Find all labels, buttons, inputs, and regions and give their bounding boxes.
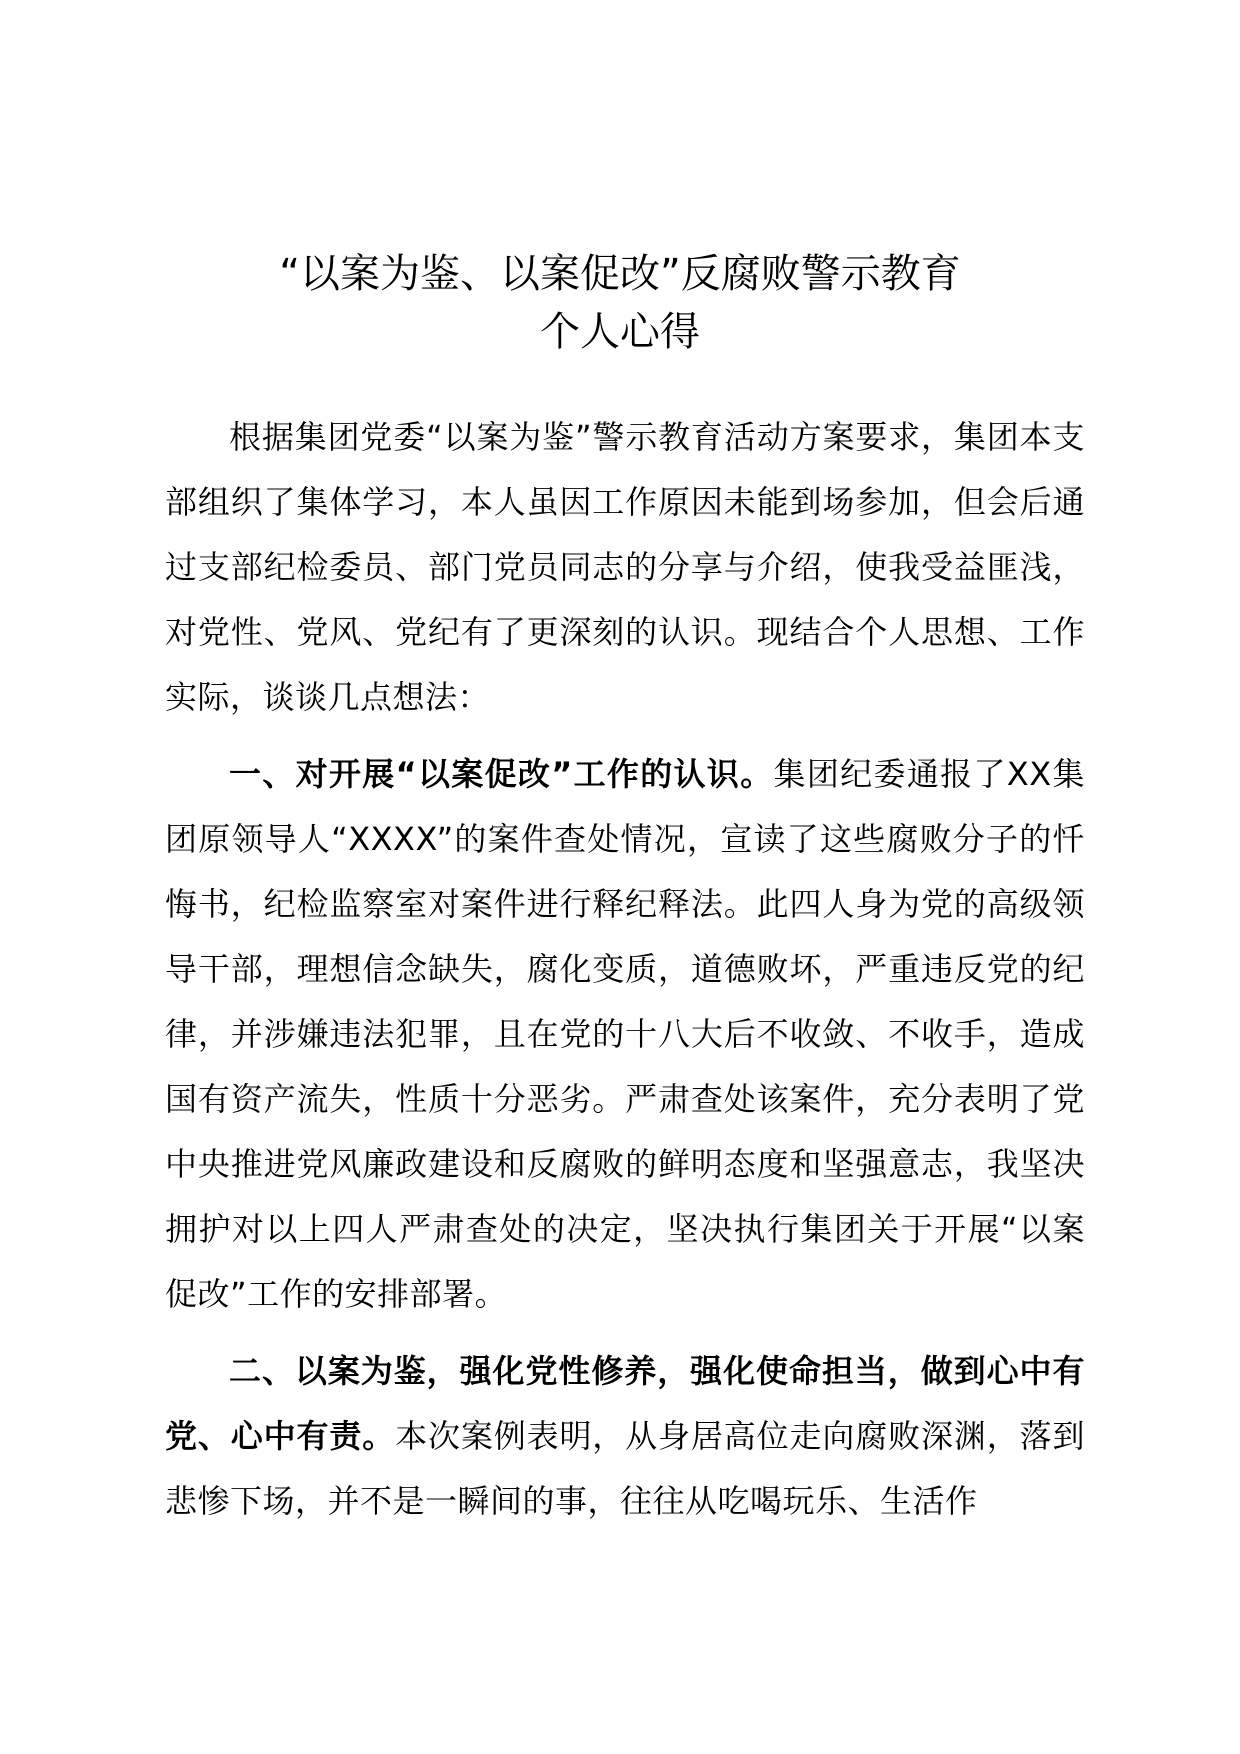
section-2-text: 本次案例表明，从身居高位走向腐败深渊，落到悲惨下场，并不是一瞬间的事，往往从吃喝玩乐、生活作 <box>165 1417 1085 1520</box>
document-title <box>150 245 1090 361</box>
section-2-heading: 二、以案为鉴，强化党性修养，强化使命担当，做到心中有党、心中有责。 <box>165 1352 1085 1455</box>
section-1-heading: 一、对开展“以案促改”工作的认识。 <box>229 755 774 793</box>
paragraph-section-1 <box>165 742 1085 1327</box>
title-line-2: 个人心得 <box>540 309 700 355</box>
section-1-text: 集团纪委通报了XX集团原领导人“XXXX”的案件查处情况，宣读了这些腐败分子的忏悔书，纪检监察室对案件进行释纪释法。此四人身为党的高级领导干部，理想信念缺失，腐化变质，道德败坏，严重违反党的纪律，并涉嫌违法犯罪，且在党的十八大后不收敛、不收手，造成国有资产流失，性质十分恶劣。严肃查处该案件，充分表明了党中央推进党风廉政建设和反腐败的鲜明态度和坚强意志，我坚决拥护对以上四人严肃查处的决定，坚决执行集团关于开展“以案促改”工作的安排部署。 <box>165 755 1085 1313</box>
paragraph-intro <box>165 405 1085 730</box>
title-line-1: “以案为鉴、以案促改”反腐败警示教育 <box>279 251 961 297</box>
paragraph-intro-text: 根据集团党委“以案为鉴”警示教育活动方案要求，集团本支部组织了集体学习，本人虽因工作原因未能到场参加，但会后通过支部纪检委员、部门党员同志的分享与介绍，使我受益匪浅，对党性、党风、党纪有了更深刻的认识。现结合个人思想、工作实际，谈谈几点想法： <box>165 418 1085 716</box>
paragraph-section-2 <box>165 1339 1085 1534</box>
document-body <box>165 405 1085 1534</box>
